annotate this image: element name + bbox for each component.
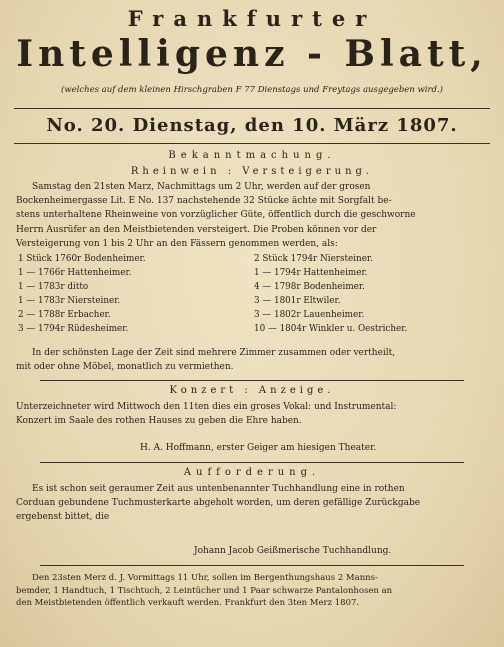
concert-signature: H. A. Hoffmann, erster Geiger am hiesigen Theater.	[140, 443, 377, 453]
wine-item: 10 — 1804r Winkler u. Oestricher.	[254, 324, 408, 334]
rule-section-3	[40, 565, 464, 566]
wine-item: 3 — 1802r Lauenheimer.	[254, 310, 365, 320]
wine-item: 1 — 1783r Niersteiner.	[18, 296, 121, 306]
notice-line: bemder, 1 Handtuch, 1 Tischtuch, 2 Leintücher und 1 Paar schwarze Pantalonhosen an	[16, 585, 393, 596]
wine-item: 2 — 1788r Erbacher.	[18, 310, 111, 320]
rule-top	[14, 108, 490, 109]
announcement-line: Herrn Ausrüfer an den Meistbietenden versteigert. Die Proben können vor der	[16, 224, 377, 235]
announcement-line: Bockenheimergasse Lit. E No. 137 nachstehende 32 Stücke ächte mit Sorgfalt be-	[16, 196, 392, 207]
announcement-subheading: Rheinwein : Versteigerung.	[130, 166, 374, 177]
announcement-line: stens unterhaltene Rheinweine von vorzüglicher Güte, öffentlich durch die geschworne	[16, 210, 416, 221]
wine-item: 2 Stück 1794r Niersteiner.	[254, 254, 373, 264]
wine-item: 1 — 1766r Hattenheimer.	[18, 268, 132, 278]
issue-line: No. 20. Dienstag, den 10. März 1807.	[46, 115, 458, 136]
rooms-line: mit oder ohne Möbel, monatlich zu vermiethen.	[16, 362, 234, 373]
wine-item: 1 — 1794r Hattenheimer.	[254, 268, 368, 278]
request-signature: Johann Jacob Geißmerische Tuchhandlung.	[194, 546, 392, 556]
masthead-subtitle: (welches auf dem kleinen Hirschgraben F 77 Dienstags und Freytags ausgegeben wird.)	[61, 85, 443, 95]
request-line: Corduan gebundene Tuchmusterkarte abgeholt worden, um deren gefällige Zurückgabe	[16, 498, 421, 509]
masthead-city: Frankfurter	[127, 6, 377, 31]
wine-item: 4 — 1798r Bodenheimer.	[254, 282, 365, 292]
concert-line: Unterzeichneter wird Mittwoch den 11ten dies ein groses Vokal: und Instrumental:	[16, 402, 397, 412]
wine-item: 1 Stück 1760r Bodenheimer.	[18, 254, 146, 264]
concert-line: Konzert im Saale des rothen Hauses zu geben die Ehre haben.	[16, 416, 302, 427]
sale-notice	[16, 572, 490, 610]
wine-item: 1 — 1783r ditto	[18, 282, 89, 292]
rule-section-2	[40, 462, 464, 463]
request-line: Es ist schon seit geraumer Zeit aus untenbenannter Tuchhandlung eine in rothen	[32, 484, 405, 494]
concert-heading: Konzert : Anzeige.	[169, 385, 335, 396]
rule-issue-bottom	[14, 143, 490, 144]
announcement-line: Versteigerung von 1 bis 2 Uhr an den Fässern genommen werden, als:	[16, 238, 338, 249]
wine-item: 3 — 1794r Rüdesheimer.	[18, 324, 129, 334]
rule-section-1	[40, 380, 464, 381]
announcement-text	[16, 180, 490, 251]
notice-line: Den 23sten Merz d. J. Vormittags 11 Uhr, sollen im Bergenthungshaus 2 Manns-	[32, 573, 378, 583]
announcement-heading: Bekanntmachung.	[168, 150, 336, 161]
concert-text	[16, 400, 490, 428]
announcement-line: Samstag den 21sten Marz, Nachmittags um 2 Uhr, werden auf der grosen	[32, 182, 371, 192]
rooms-line: In der schönsten Lage der Zeit sind mehrere Zimmer zusammen oder vertheilt,	[32, 348, 396, 358]
request-text	[16, 482, 490, 525]
request-line: ergebenst bittet, die	[16, 512, 110, 523]
rooms-text	[16, 346, 490, 374]
notice-line: den Meistbietenden öffentlich verkauft werden. Frankfurt den 3ten Merz 1807.	[16, 598, 360, 608]
wine-item: 3 — 1801r Eltwiler.	[254, 296, 341, 306]
request-heading: Aufforderung.	[183, 467, 321, 478]
masthead-title: Intelligenz - Blatt,	[16, 33, 488, 75]
